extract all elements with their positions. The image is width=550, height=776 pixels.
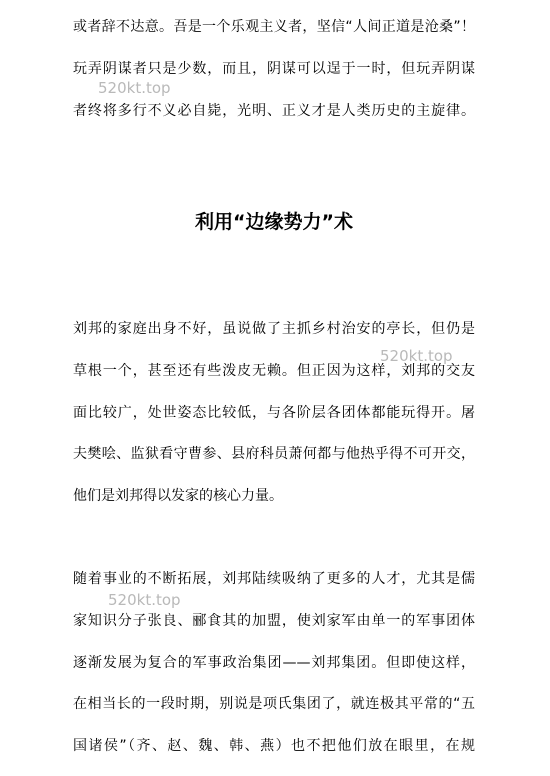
text-line: 刘邦的家庭出身不好，虽说做了主抓乡村治安的亭长，但仍是 — [73, 321, 475, 337]
body-paragraph — [73, 309, 475, 518]
text-line: 夫樊哙、监狱看守曹参、县府科员萧何都与他热乎得不可开交， — [73, 446, 475, 463]
watermark: 520kt.top — [108, 591, 181, 609]
watermark: 520kt.top — [380, 347, 453, 365]
text-line: 他们是刘邦得以发家的核心力量。 — [73, 488, 283, 504]
text-line: 在相当长的一段时期，别说是项氏集团了，就连极其平常的“五 — [73, 696, 475, 713]
intro-paragraph — [73, 6, 475, 132]
text-line: 玩弄阴谋者只是少数，而且，阴谋可以逞于一时，但玩弄阴谋 — [73, 61, 475, 77]
text-line: 家知识分子张良、郦食其的加盟，使刘家军由单一的军事团体 — [73, 612, 475, 629]
text-line: 者终将多行不义必自毙，光明、正义才是人类历史的主旋律。 — [73, 103, 475, 119]
text-line: 国诸侯”（齐、赵、魏、韩、燕）也不把他们放在眼里，在规 — [73, 738, 475, 754]
text-line: 或者辞不达意。吾是一个乐观主义者，坚信“人间正道是沧桑”！ — [73, 19, 475, 35]
text-line: 草根一个，甚至还有些泼皮无赖。但正因为这样，刘邦的交友 — [73, 362, 475, 379]
text-line: 面比较广，处世姿态比较低，与各阶层各团体都能玩得开。屠 — [73, 404, 475, 421]
watermark: 520kt.top — [98, 79, 171, 97]
section-heading: 利用“边缘势力”术 — [195, 211, 353, 233]
text-line: 逐渐发展为复合的军事政治集团——刘邦集团。但即使这样， — [73, 654, 475, 671]
text-line: 随着事业的不断拓展，刘邦陆续吸纳了更多的人才，尤其是儒 — [73, 571, 475, 587]
